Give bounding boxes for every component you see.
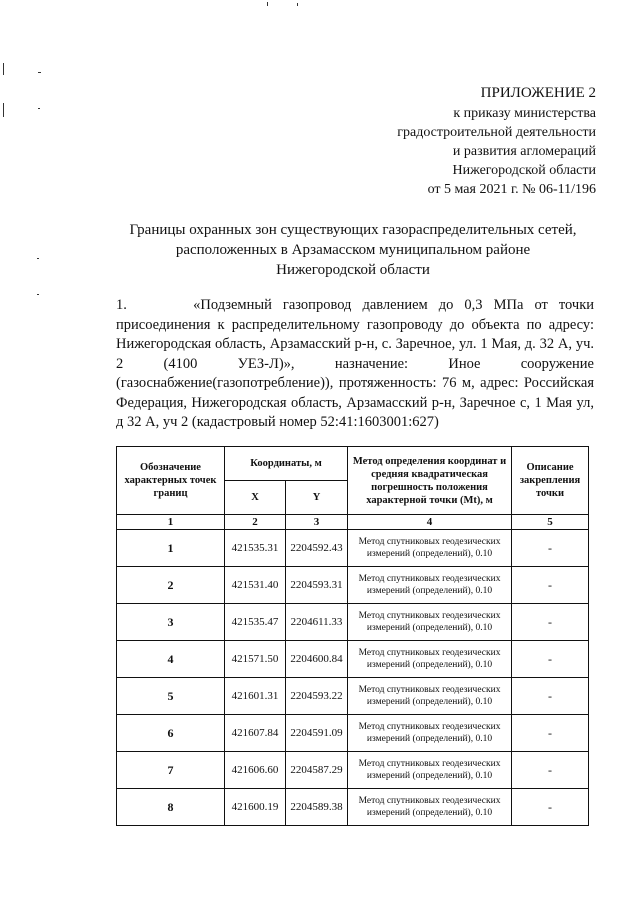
header-line: и развития агломераций	[452, 144, 596, 159]
item-paragraph	[116, 296, 594, 433]
cell-point: 3	[117, 604, 225, 641]
cell-x: 421607.84	[225, 715, 286, 752]
cell-method: Метод спутниковых геодезических измерений (определений), 0.10	[348, 641, 512, 678]
header-point: Обозначение характерных точек границ	[117, 447, 225, 515]
cell-desc: -	[512, 604, 589, 641]
column-number-row	[117, 515, 589, 530]
title-line: расположенных в Арзамасском муниципальном районе	[175, 242, 531, 258]
header-method: Метод определения координат и средняя квадратическая погрешность положения характерной точки (Mt), м	[348, 447, 512, 515]
cell-point: 1	[117, 530, 225, 567]
cell-x: 421606.60	[225, 752, 286, 789]
item-text: «Подземный газопровод давлением до 0,3 МПа от точки присоединения к распределительному газопроводу до объекта по адресу: Нижегородская область, Арзамасский р-н, с. Заречное, ул. 1 Мая, д. 32 А, уч. 2 (4100 УЕЗ-Л)», назначение: Иное сооружение (газоснабжение(газопотребление)), протяженность: 76 м, адрес: Российская Федерация, Нижегородская область, Арзамасский р-н, Заречное с, 1 Мая ул, д 32 А, уч 2 (кадастровый номер 52:41:1603001:627)	[116, 297, 595, 430]
cell-desc: -	[512, 567, 589, 604]
scan-mark	[297, 3, 298, 6]
table-row	[117, 641, 589, 678]
cell-method: Метод спутниковых геодезических измерений (определений), 0.10	[348, 567, 512, 604]
cell-desc: -	[512, 678, 589, 715]
cell-desc: -	[512, 530, 589, 567]
cell-y: 2204589.38	[286, 789, 348, 826]
cell-y: 2204587.29	[286, 752, 348, 789]
cell-method: Метод спутниковых геодезических измерений (определений), 0.10	[348, 752, 512, 789]
cell-y: 2204591.09	[286, 715, 348, 752]
cell-method: Метод спутниковых геодезических измерений (определений), 0.10	[348, 789, 512, 826]
header-line: к приказу министерства	[453, 106, 596, 121]
table-row	[117, 678, 589, 715]
cell-point: 5	[117, 678, 225, 715]
table-row	[117, 789, 589, 826]
cell-x: 421531.40	[225, 567, 286, 604]
header-coords: Координаты, м	[225, 447, 348, 481]
cell-y: 2204593.22	[286, 678, 348, 715]
header-line: градостроительной деятельности	[397, 125, 596, 140]
column-number: 1	[117, 515, 225, 530]
document-header	[397, 84, 596, 199]
table-row	[117, 715, 589, 752]
cell-desc: -	[512, 752, 589, 789]
cell-method: Метод спутниковых геодезических измерений (определений), 0.10	[348, 530, 512, 567]
cell-point: 7	[117, 752, 225, 789]
scan-mark	[37, 294, 39, 295]
cell-desc: -	[512, 715, 589, 752]
header-y: Y	[286, 481, 348, 515]
column-number: 3	[286, 515, 348, 530]
cell-y: 2204593.31	[286, 567, 348, 604]
scan-mark	[3, 63, 4, 75]
cell-point: 4	[117, 641, 225, 678]
header-desc: Описание закрепления точки	[512, 447, 589, 515]
cell-method: Метод спутниковых геодезических измерений (определений), 0.10	[348, 678, 512, 715]
scan-mark	[267, 2, 268, 6]
cell-x: 421535.31	[225, 530, 286, 567]
scan-mark	[37, 258, 39, 259]
cell-y: 2204611.33	[286, 604, 348, 641]
table-row	[117, 604, 589, 641]
cell-point: 6	[117, 715, 225, 752]
scan-mark	[38, 72, 41, 73]
cell-method: Метод спутниковых геодезических измерений (определений), 0.10	[348, 604, 512, 641]
column-number: 2	[225, 515, 286, 530]
cell-desc: -	[512, 641, 589, 678]
cell-y: 2204600.84	[286, 641, 348, 678]
cell-x: 421535.47	[225, 604, 286, 641]
cell-y: 2204592.43	[286, 530, 348, 567]
cell-x: 421601.31	[225, 678, 286, 715]
table-row	[117, 752, 589, 789]
title-line: Нижегородской области	[276, 262, 430, 278]
table-row	[117, 567, 589, 604]
header-x: X	[225, 481, 286, 515]
table-row	[117, 530, 589, 567]
cell-x: 421571.50	[225, 641, 286, 678]
cell-point: 8	[117, 789, 225, 826]
table-header-row	[117, 447, 589, 481]
header-line: от 5 мая 2021 г. № 06-11/196	[427, 182, 596, 197]
coordinates-table	[116, 446, 589, 826]
cell-x: 421600.19	[225, 789, 286, 826]
document-title	[60, 220, 640, 280]
scan-mark	[3, 103, 4, 117]
header-line: Нижегородской области	[452, 163, 596, 178]
cell-desc: -	[512, 789, 589, 826]
column-number: 4	[348, 515, 512, 530]
column-number: 5	[512, 515, 589, 530]
appendix-label: ПРИЛОЖЕНИЕ 2	[480, 85, 596, 101]
item-number: 1.	[116, 297, 127, 313]
cell-point: 2	[117, 567, 225, 604]
title-line: Границы охранных зон существующих газораспределительных сетей,	[129, 222, 577, 238]
scan-mark	[38, 108, 40, 109]
cell-method: Метод спутниковых геодезических измерений (определений), 0.10	[348, 715, 512, 752]
